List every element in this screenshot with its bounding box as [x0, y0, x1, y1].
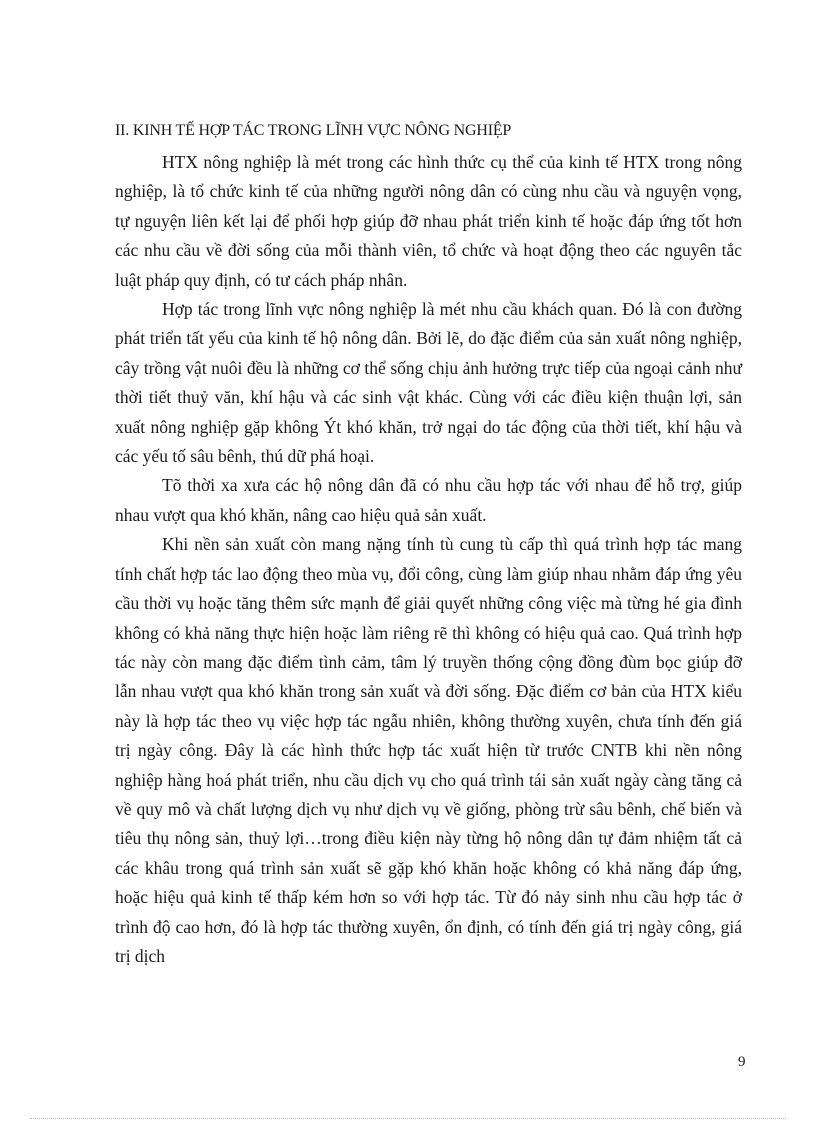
- paragraph-historical-cooperation: Tõ thời xa xưa các hộ nông dân đã có nhu cầu hợp tác với nhau để hỗ trợ, giúp nhau vượt qua khó khăn, nâng cao hiệu quả sản xuất.: [115, 475, 742, 525]
- section-heading: II. KINH TẾ HỢP TÁC TRONG LĨNH VỰC NÔNG NGHIỆP: [115, 122, 512, 139]
- paragraph-htx-definition: HTX nông nghiệp là mét trong các hình thức cụ thể của kinh tế HTX trong nông nghiệp, là tổ chức kinh tế của những người nông dân có cùng nhu cầu và nguyện vọng, tự nguyện liên kết lại để phối hợp giúp đỡ nhau phát triển kinh tế hoặc đáp ứng tốt hơn các nhu cầu về đời sống của mỗi thành viên, tổ chức và hoạt động theo các nguyên tắc luật pháp quy định, có tư cách pháp nhân.: [115, 152, 742, 290]
- paragraph-cooperation-need: Hợp tác trong lĩnh vực nông nghiệp là mét nhu cầu khách quan. Đó là con đường phát triển tất yếu của kinh tế hộ nông dân. Bởi lẽ, do đặc điểm của sản xuất nông nghiệp, cây trồng vật nuôi đều là những cơ thể sống chịu ảnh hưởng trực tiếp của ngoại cảnh như thời tiết thuỷ văn, khí hậu và các sinh vật khác. Cùng với các điều kiện thuận lợi, sản xuất nông nghiệp gặp không Ýt khó khăn, trở ngại do tác động của thời tiết, khí hậu và các yếu tố sâu bênh, thú dữ phá hoại.: [115, 299, 742, 467]
- page-bottom-divider: [30, 1118, 786, 1119]
- page-number: 9: [738, 1054, 746, 1070]
- paragraph-self-sufficient-production: Khi nền sản xuất còn mang nặng tính tù cung tù cấp thì quá trình hợp tác mang tính chất hợp tác lao động theo mùa vụ, đổi công, cùng làm giúp nhau nhằm đáp ứng yêu cầu thời vụ hoặc tăng thêm sức mạnh để giải quyết những công việc mà từng hé gia đình không có khả năng thực hiện hoặc làm riêng rẽ thì không có hiệu quả cao. Quá trình hợp tác này còn mang đặc điểm tình cảm, tâm lý truyền thống cộng đồng đùm bọc giúp đỡ lẫn nhau vượt qua khó khăn trong sản xuất và đời sống. Đặc điểm cơ bản của HTX kiểu này là hợp tác theo vụ việc hợp tác ngẫu nhiên, không thường xuyên, chưa tính đến giá trị ngày công. Đây là các hình thức hợp tác xuất hiện từ trước CNTB khi nền nông nghiệp hàng hoá phát triển, nhu cầu dịch vụ cho quá trình tái sản xuất ngày càng tăng cả về quy mô và chất lượng dịch vụ như dịch vụ về giống, phòng trừ sâu bênh, chế biến và tiêu thụ nông sản, thuỷ lợi…trong điều kiện này từng hộ nông dân tự đảm nhiệm tất cả các khâu trong quá trình sản xuất sẽ gặp khó khăn hoặc không có khả năng đáp ứng, hoặc hiệu quả kinh tế thấp kém hơn so với hợp tác. Từ đó nảy sinh nhu cầu hợp tác ở trình độ cao hơn, đó là hợp tác thường xuyên, ổn định, có tính đến giá trị ngày công, giá trị dịch: [115, 534, 742, 966]
- body-text: [115, 148, 742, 971]
